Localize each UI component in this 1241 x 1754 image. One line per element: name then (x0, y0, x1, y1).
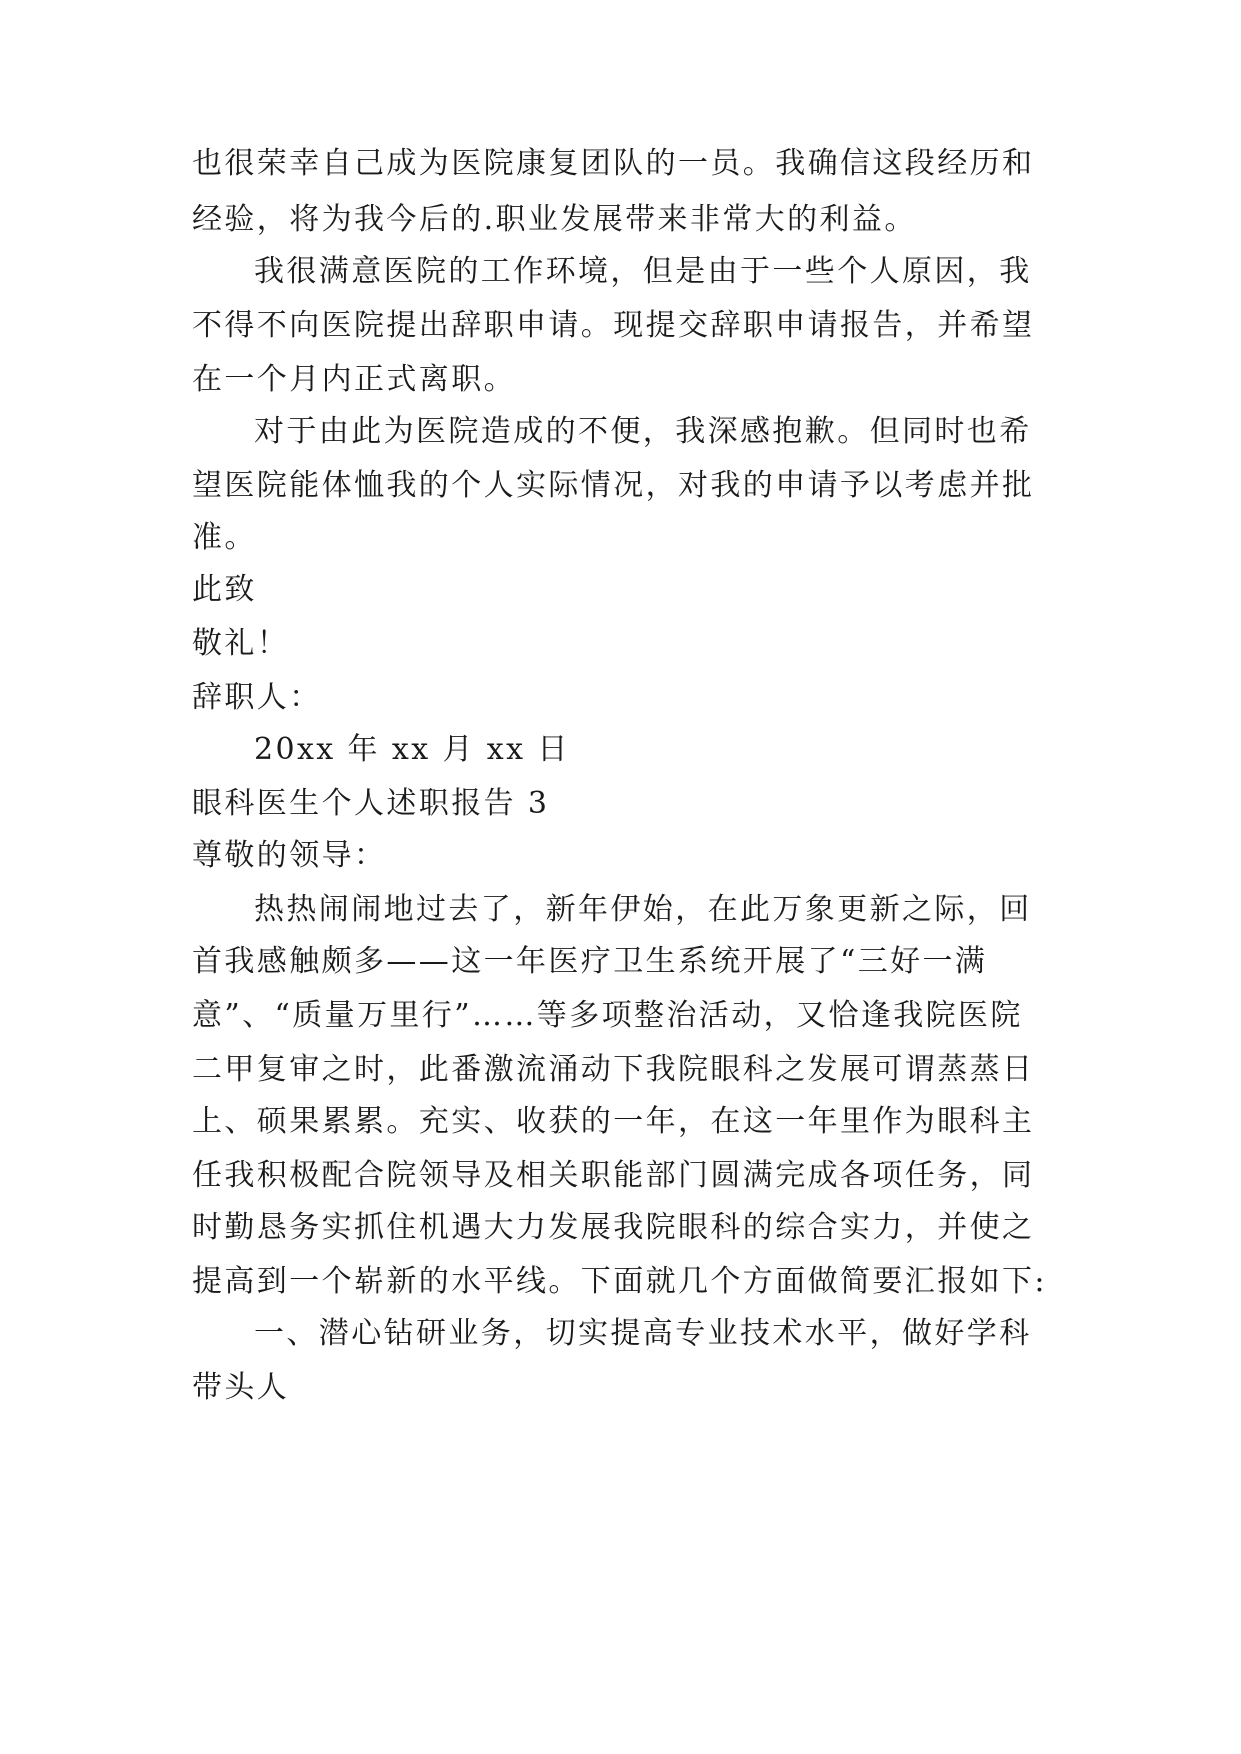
paragraph-line: 准。 (192, 520, 257, 555)
paragraph-line: 二甲复审之时，此番激流涌动下我院眼科之发展可谓蒸蒸日 (192, 1052, 1035, 1087)
paragraph-line: 也很荣幸自己成为医院康复团队的一员。我确信这段经历和 (192, 146, 1035, 181)
paragraph-line: 时勤恳务实抓住机遇大力发展我院眼科的综合实力，并使之 (192, 1210, 1035, 1245)
paragraph-line: 意”、“质量万里行”……等多项整治活动，又恰逢我院医院 (192, 998, 1023, 1033)
section-heading: 眼科医生个人述职报告 3 (192, 786, 550, 821)
date-line: 20xx 年 xx 月 xx 日 (254, 732, 570, 767)
paragraph-line: 上、硕果累累。充实、收获的一年，在这一年里作为眼科主 (192, 1104, 1035, 1139)
paragraph-line: 任我积极配合院领导及相关职能部门圆满完成各项任务，同 (192, 1158, 1035, 1193)
paragraph-line: 提高到一个崭新的水平线。下面就几个方面做简要汇报如下: (192, 1264, 1047, 1299)
section-subheading: 一、潜心钻研业务，切实提高专业技术水平，做好学科 (254, 1316, 1032, 1351)
paragraph-line: 在一个月内正式离职。 (192, 362, 516, 397)
paragraph-line: 望医院能体恤我的个人实际情况，对我的申请予以考虑并批 (192, 468, 1035, 503)
paragraph-line: 我很满意医院的工作环境，但是由于一些个人原因，我 (254, 254, 1032, 289)
section-subheading: 带头人 (192, 1370, 290, 1405)
paragraph-line: 经验，将为我今后的.职业发展带来非常大的利益。 (192, 202, 917, 237)
paragraph-line: 对于由此为医院造成的不便，我深感抱歉。但同时也希 (254, 414, 1032, 449)
salutation-line: 敬礼！ (192, 626, 290, 661)
paragraph-line: 首我感触颇多——这一年医疗卫生系统开展了“三好一满 (192, 944, 988, 979)
signature-label: 辞职人： (192, 680, 322, 715)
paragraph-line: 热热闹闹地过去了，新年伊始，在此万象更新之际，回 (254, 892, 1032, 927)
greeting-line: 尊敬的领导： (192, 838, 387, 873)
salutation-line: 此致 (192, 572, 257, 607)
paragraph-line: 不得不向医院提出辞职申请。现提交辞职申请报告，并希望 (192, 308, 1035, 343)
